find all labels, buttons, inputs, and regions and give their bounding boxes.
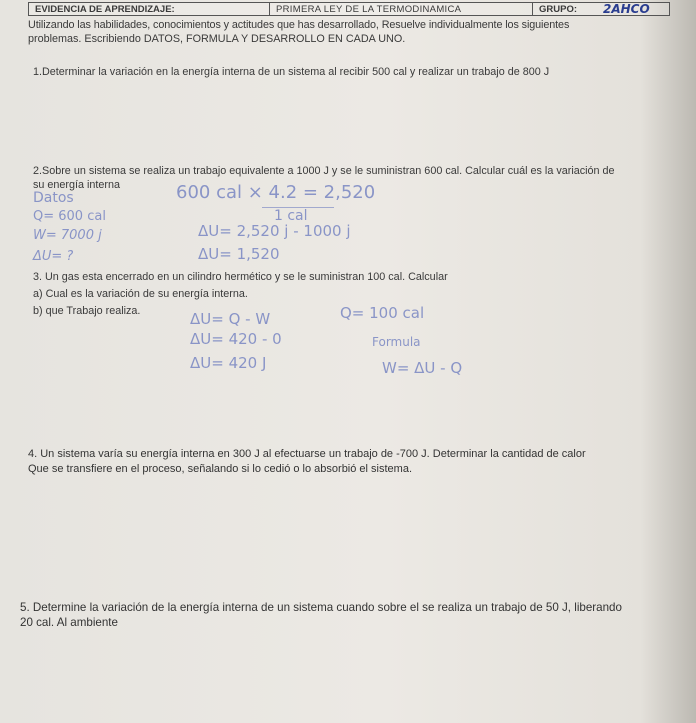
hw-p3-result: ΔU= 420 J bbox=[190, 354, 267, 372]
instructions-line-1: Utilizando las habilidades, conocimientos y actitudes que has desarrollado, Resuelve individualmente los siguientes bbox=[28, 19, 570, 31]
hw-q-600: Q= 600 cal bbox=[33, 209, 106, 224]
hw-conversion: 600 cal × 4.2 = 2,520 bbox=[176, 182, 376, 203]
topic-title: PRIMERA LEY DE LA TERMODINAMICA bbox=[270, 3, 533, 15]
problem-4-line-1: 4. Un sistema varía su energía interna en 300 J al efectuarse un trabajo de -700 J. Determinar la cantidad de calor bbox=[28, 448, 586, 460]
instructions-line-2: problemas. Escribiendo DATOS, FORMULA Y DESARROLLO EN CADA UNO. bbox=[28, 33, 406, 45]
problem-5-line-2: 20 cal. Al ambiente bbox=[20, 616, 118, 629]
evidence-label: EVIDENCIA DE APRENDIZAJE: bbox=[29, 3, 270, 15]
hw-p3-formula-2: ΔU= 420 - 0 bbox=[190, 330, 282, 348]
problem-2-line-1: 2.Sobre un sistema se realiza un trabajo equivalente a 1000 J y se le suministran 600 cal. Calcular cuál es la variación de bbox=[33, 165, 615, 177]
hw-du-unknown: ΔU= ? bbox=[33, 249, 74, 264]
hw-p3-work-formula: W= ΔU - Q bbox=[382, 359, 463, 377]
group-label: GRUPO: bbox=[539, 4, 577, 15]
problem-3-a: a) Cual es la variación de su energía interna. bbox=[33, 288, 248, 300]
hw-du-calc-1: ΔU= 2,520 j - 1000 j bbox=[198, 222, 351, 240]
problem-2-line-2: su energía interna bbox=[33, 179, 121, 191]
hw-p3-q: Q= 100 cal bbox=[340, 304, 425, 322]
group-cell bbox=[533, 3, 669, 15]
problem-4-line-2: Que se transfiere en el proceso, señalando si lo cedió o lo absorbió el sistema. bbox=[28, 463, 412, 475]
problem-5-line-1: 5. Determine la variación de la energía interna de un sistema cuando sobre el se realiza un trabajo de 50 J, liberando bbox=[20, 601, 622, 614]
header-table bbox=[28, 2, 670, 16]
hw-conversion-denominator: 1 cal bbox=[274, 208, 308, 224]
hw-w-7000: W= 7000 j bbox=[33, 228, 102, 243]
hw-datos: Datos bbox=[33, 190, 74, 206]
hw-p3-formula-label: Formula bbox=[372, 335, 421, 349]
problem-3-b: b) que Trabajo realiza. bbox=[33, 305, 141, 317]
group-value: 2AHCO bbox=[603, 3, 650, 15]
problem-3-line-1: 3. Un gas esta encerrado en un cilindro hermético y se le suministran 100 cal. Calcular bbox=[33, 271, 448, 283]
hw-p3-formula-1: ΔU= Q - W bbox=[190, 310, 271, 328]
problem-1-text: 1.Determinar la variación en la energía interna de un sistema al recibir 500 cal y realizar un trabajo de 800 J bbox=[33, 66, 550, 78]
hw-du-calc-2: ΔU= 1,520 bbox=[198, 245, 280, 263]
